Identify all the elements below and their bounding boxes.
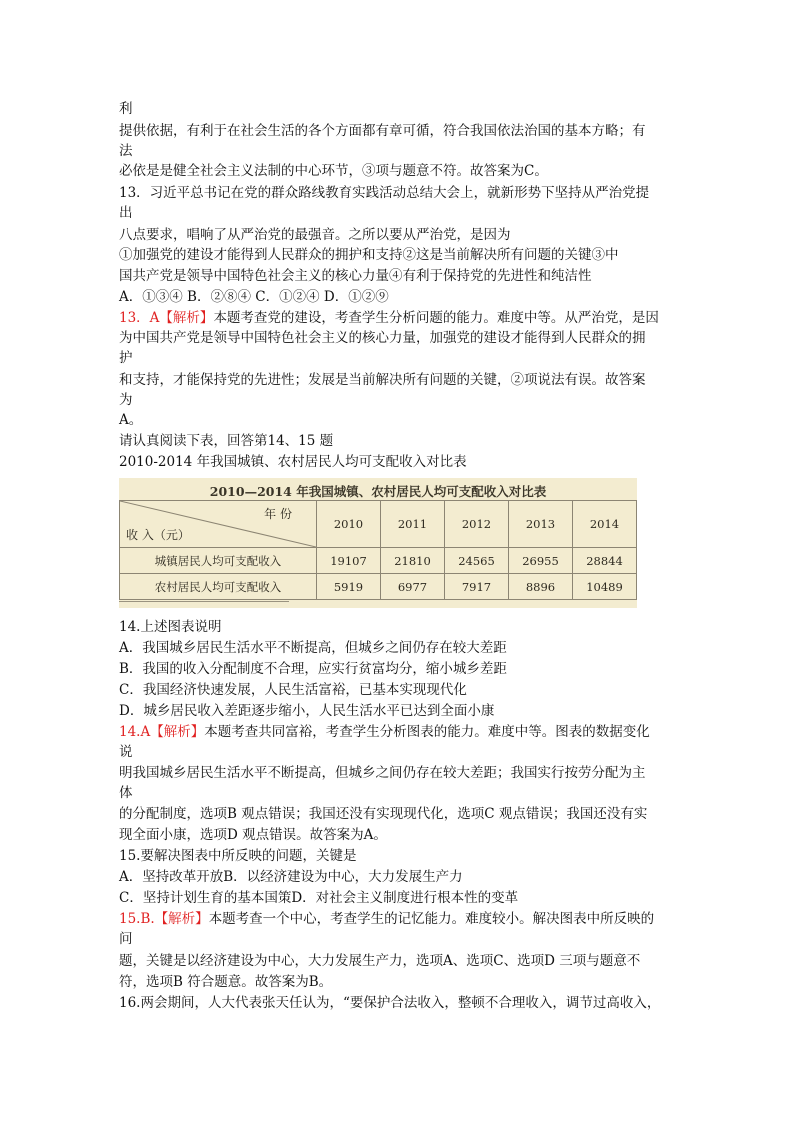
text-line: 八点要求，唱响了从严治党的最强音。之所以要从严治党，是因为 — [119, 227, 511, 243]
table-row — [120, 574, 637, 600]
year-header: 2010 — [317, 501, 381, 548]
instruction: 请认真阅读下表，回答第14、15 题 — [119, 433, 334, 449]
table-cell: 21810 — [381, 548, 445, 574]
option-a: A．我国城乡居民生活水平不断提高，但城乡之间仍存在较大差距 — [119, 640, 507, 656]
year-header: 2011 — [381, 501, 445, 548]
text-line: 国共产党是领导中国特色社会主义的核心力量④有利于保持党的先进性和纯洁性 — [119, 268, 592, 284]
text-line: 护 — [119, 350, 133, 366]
text-line: 出 — [119, 205, 133, 221]
year-header: 2012 — [445, 501, 509, 548]
answer-label: 13．A【解析】 — [119, 310, 214, 326]
text-line: 题，关键是以经济建设为中心，大力发展生产力，选项A、选项C、选项D 三项与题意不 — [119, 953, 641, 969]
option-d: D．城乡居民收入差距逐步缩小，人民生活水平已达到全面小康 — [119, 703, 495, 719]
text-line: 为 — [119, 392, 133, 408]
text-line: A。 — [119, 412, 143, 428]
question-16-stem: 16.两会期间，人大代表张天任认为，“要保护合法收入，整顿不合理收入，调节过高收入， — [119, 995, 661, 1011]
table-cell: 10489 — [573, 574, 637, 600]
corner-year-label: 年 份 — [264, 507, 292, 521]
table-caption: 2010-2014 年我国城镇、农村居民人均可支配收入对比表 — [119, 454, 467, 470]
text-line: 现全面小康，选项D 观点错误。故答案为A。 — [119, 827, 387, 843]
table-row — [120, 548, 637, 574]
corner-income-label: 收 入（元） — [126, 528, 190, 542]
table-cell: 5919 — [317, 574, 381, 600]
table-cell: 28844 — [573, 548, 637, 574]
text-line: 的分配制度，选项B 观点错误；我国还没有实现现代化，选项C 观点错误；我国还没有实 — [119, 806, 648, 822]
text-line: 和支持，才能保持党的先进性；发展是当前解决所有问题的关键，②项说法有误。故答案 — [119, 372, 646, 388]
answer-13: 13．A【解析】本题考查党的建设，考查学生分析问题的能力。难度中等。从严治党，是因 — [119, 310, 659, 326]
answer-label: 14.A【解析】 — [119, 724, 205, 740]
text-line: 体 — [119, 785, 133, 801]
text-line: 必依是是健全社会主义法制的中心环节，③项与题意不符。故答案为C。 — [119, 163, 548, 179]
income-table — [119, 500, 637, 600]
text-line: 问 — [119, 931, 133, 947]
table-cell: 6977 — [381, 574, 445, 600]
table-cell: 19107 — [317, 548, 381, 574]
text-line: ①加强党的建设才能得到人民群众的拥护和支持②这是当前解决所有问题的关键③中 — [119, 247, 619, 263]
table-cell: 24565 — [445, 548, 509, 574]
text-line: 法 — [119, 143, 133, 159]
table-cell: 7917 — [445, 574, 509, 600]
question-13-options: A．①③④ B．②⑧④ C．①②④ D．①②⑨ — [119, 289, 389, 305]
income-table-image — [119, 478, 637, 608]
option-b: B．我国的收入分配制度不合理，应实行贫富均分，缩小城乡差距 — [119, 661, 507, 677]
option-ab: A．坚持改革开放B．以经济建设为中心，大力发展生产力 — [119, 869, 463, 885]
text-line: 提供依据，有利于在社会生活的各个方面都有章可循，符合我国依法治国的基本方略；有 — [119, 123, 646, 139]
option-c: C．我国经济快速发展，人民生活富裕，已基本实现现代化 — [119, 682, 467, 698]
question-15-stem: 15.要解决图表中所反映的问题，关键是 — [119, 848, 357, 864]
table-footer-fragment — [119, 601, 289, 608]
table-cell: 8896 — [509, 574, 573, 600]
text-line: 利 — [119, 101, 133, 117]
table-title: 2010—2014 年我国城镇、农村居民人均可支配收入对比表 — [209, 484, 547, 499]
answer-14: 14.A【解析】本题考查共同富裕，考查学生分析图表的能力。难度中等。图表的数据变化 — [119, 724, 650, 740]
text-line: 明我国城乡居民生活水平不断提高，但城乡之间仍存在较大差距；我国实行按劳分配为主 — [119, 765, 646, 781]
question-13-stem: 13．习近平总书记在党的群众路线教育实践活动总结大会上，就新形势下坚持从严治党提 — [119, 185, 650, 201]
answer-label: 15.B.【解析】 — [119, 911, 209, 927]
row-label: 农村居民人均可支配收入 — [120, 574, 317, 600]
year-header: 2013 — [509, 501, 573, 548]
question-14-stem: 14.上述图表说明 — [119, 619, 222, 635]
table-corner-cell — [120, 501, 317, 548]
row-label: 城镇居民人均可支配收入 — [120, 548, 317, 574]
text-line: 说 — [119, 744, 133, 760]
year-header: 2014 — [573, 501, 637, 548]
text-line: 符，选项B 符合题意。故答案为B。 — [119, 974, 333, 990]
answer-15: 15.B.【解析】本题考查一个中心，考查学生的记忆能力。难度较小。解决图表中所反映的 — [119, 911, 655, 927]
option-cd: C．坚持计划生育的基本国策D．对社会主义制度进行根本性的变革 — [119, 890, 519, 906]
text-line: 为中国共产党是领导中国特色社会主义的核心力量，加强党的建设才能得到人民群众的拥 — [119, 330, 646, 346]
table-cell: 26955 — [509, 548, 573, 574]
